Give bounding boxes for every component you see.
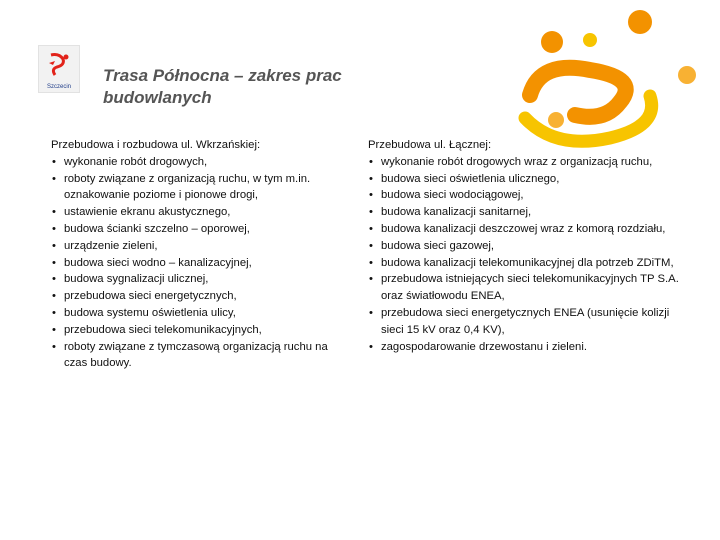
list-item: • budowa systemu oświetlenia ulicy, (51, 305, 351, 322)
right-column (368, 137, 688, 355)
left-column (51, 137, 351, 372)
list-item: • budowa sygnalizacji ulicznej, (51, 271, 351, 288)
list-item: • budowa sieci wodno – kanalizacyjnej, (51, 255, 351, 272)
list-item: • zagospodarowanie drzewostanu i zieleni. (368, 339, 688, 356)
list-item: • wykonanie robót drogowych wraz z organizacją ruchu, (368, 154, 688, 171)
page-title: Trasa Północna – zakres prac budowlanych (103, 66, 342, 107)
list-item: • przebudowa istniejących sieci telekomunikacyjnych TP S.A. oraz światłowodu ENEA, (368, 271, 688, 305)
list-item: • przebudowa sieci telekomunikacyjnych, (51, 322, 351, 339)
left-column-heading: Przebudowa i rozbudowa ul. Wkrzańskiej: (51, 139, 261, 151)
list-item: • urządzenie zieleni, (51, 238, 351, 255)
list-item: • roboty związane z organizacją ruchu, w tym m.in. oznakowanie poziome i pionowe drogi, (51, 171, 351, 205)
list-item: • przebudowa sieci energetycznych ENEA (usunięcie kolizji sieci 15 kV oraz 0,4 KV), (368, 305, 688, 339)
list-item: • roboty związane z tymczasową organizacją ruchu na czas budowy. (51, 339, 351, 373)
list-item: • budowa kanalizacji deszczowej wraz z komorą rozdziału, (368, 221, 688, 238)
list-item: • budowa sieci wodociągowej, (368, 187, 688, 204)
right-bullet-list (368, 154, 688, 356)
right-column-heading: Przebudowa ul. Łącznej: (368, 139, 492, 151)
logo-text: Szczecin (46, 84, 71, 90)
list-item: • wykonanie robót drogowych, (51, 154, 351, 171)
list-item: • przebudowa sieci energetycznych, (51, 288, 351, 305)
list-item: • budowa kanalizacji sanitarnej, (368, 204, 688, 221)
list-item: • budowa sieci gazowej, (368, 238, 688, 255)
list-item: • budowa sieci oświetlenia ulicznego, (368, 171, 688, 188)
list-item: • budowa ścianki szczelno – oporowej, (51, 221, 351, 238)
list-item: • ustawienie ekranu akustycznego, (51, 204, 351, 221)
list-item: • budowa kanalizacji telekomunikacyjnej dla potrzeb ZDiTM, (368, 255, 688, 272)
left-bullet-list (51, 154, 351, 372)
